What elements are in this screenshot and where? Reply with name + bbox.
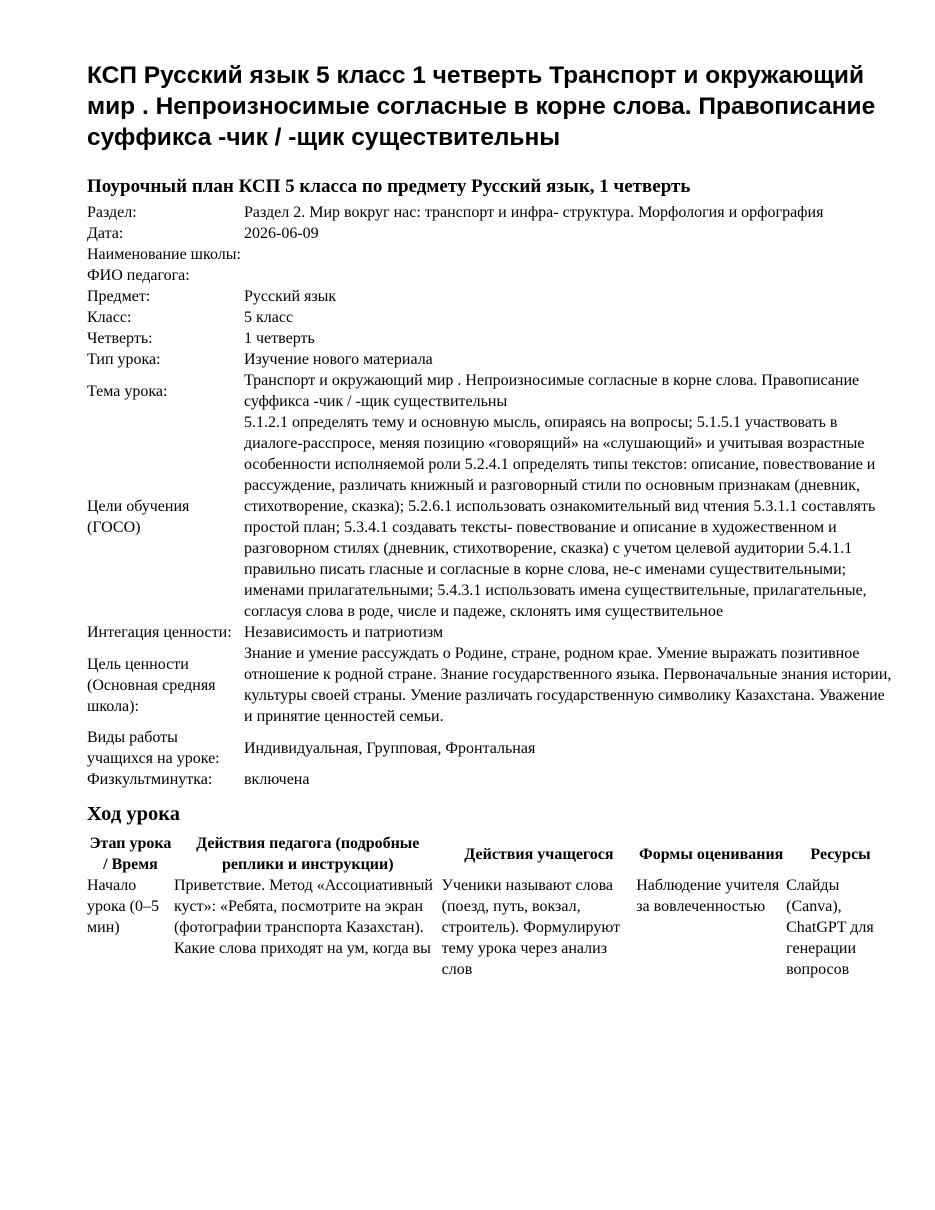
document-title: КСП Русский язык 5 класс 1 четверть Транспорт и окружающий мир . Непроизносимые согласные в корне слова. Правописание суффикса -чик / -щик существительны: [87, 62, 876, 151]
info-row: [87, 349, 895, 370]
document-page: [87, 56, 895, 980]
info-label: Виды работы учащихся на уроке:: [87, 729, 220, 767]
info-label: Цели обучения (ГОСО): [87, 498, 190, 536]
lesson-table-header-row: [87, 833, 895, 875]
info-row: [87, 622, 895, 643]
header-student-actions: Действия учащегося: [464, 845, 614, 863]
info-label: Класс:: [87, 309, 132, 326]
info-label: Предмет:: [87, 288, 151, 305]
info-value: Индивидуальная, Групповая, Фронтальная: [244, 739, 536, 757]
cell-teacher-actions: Приветствие. Метод «Ассоциативный куст»: «Ребята, посмотрите на экран (фотографии транспорта Казахстан). Какие слова приходят на ум, когда вы: [173, 877, 433, 957]
info-row: [87, 244, 895, 265]
info-value: 5 класс: [244, 309, 294, 326]
info-label: Четверть:: [87, 330, 153, 347]
cell-assessment: Наблюдение учителя за вовлеченностью: [636, 877, 780, 915]
header-assessment: Формы оценивания: [639, 845, 784, 863]
info-value: 5.1.2.1 определять тему и основную мысль, опираясь на вопросы; 5.1.5.1 участвовать в диалоге-расспросе, меняя позицию «говорящий» на «слушающий» и учитывая возрастные особенности исполняемой роли 5.2.4.1 определять типы текстов: описание, повествование и рассуждение, различать книжный и разговорный стили по основным признакам (дневник, стихотворение, сказка); 5.2.6.1 использовать ознакомительный вид чтения 5.3.1.1 составлять простой план; 5.3.4.1 создавать тексты- повествование и описание в художественном и разговорном стилях (дневник, стихотворение, сказка) с учетом целевой аудитории 5.4.1.1 правильно писать гласные и согласные в корне слова, не-с именами существительными; именами прилагательными; 5.4.3.1 использовать имена существительные, прилагательные, согласуя слова в роде, числе и падеже, склонять имя существительное: [244, 414, 876, 620]
info-label: Наименование школы:: [87, 246, 241, 263]
info-row: [87, 307, 895, 328]
info-value: включена: [244, 771, 310, 788]
info-value: Транспорт и окружающий мир . Непроизносимые согласные в корне слова. Правописание суффикса -чик / -щик существительны: [244, 372, 860, 410]
info-label: Цель ценности (Основная средняя школа):: [87, 655, 216, 715]
info-value: [244, 244, 895, 265]
cell-resources: Слайды (Canva), ChatGPT для генерации вопросов: [786, 877, 874, 978]
lesson-info-table: [87, 202, 895, 790]
info-row: [87, 286, 895, 307]
info-value: Русский язык: [244, 288, 337, 305]
info-label: Дата:: [87, 225, 124, 242]
info-row: [87, 223, 895, 244]
plan-subtitle: Поурочный план КСП 5 класса по предмету Русский язык, 1 четверть: [87, 176, 691, 197]
info-row: [87, 769, 895, 790]
info-label: Тема урока:: [87, 382, 168, 400]
info-row: [87, 643, 895, 727]
info-value: Независимость и патриотизм: [244, 624, 444, 641]
info-value: 1 четверть: [244, 330, 315, 347]
header-resources: Ресурсы: [810, 845, 871, 863]
info-value: Знание и умение рассуждать о Родине, стране, родном крае. Умение выражать позитивное отношение к родной стране. Знание государственного языка. Первоначальные знания истории, культуры своей страны. Умение различать государственную символику Казахстана. Уважение и принятие ценностей семьи.: [244, 645, 892, 725]
info-row: [87, 370, 895, 412]
info-value: Раздел 2. Мир вокруг нас: транспорт и инфра- структура. Морфология и орфография: [244, 204, 824, 221]
info-row: [87, 328, 895, 349]
info-row: [87, 412, 895, 622]
cell-stage: Начало урока (0–5 мин): [87, 877, 159, 936]
info-label: Раздел:: [87, 204, 137, 221]
info-label: Физкультминутка:: [87, 771, 213, 788]
info-row: [87, 202, 895, 223]
info-label: Интегация ценности:: [87, 624, 232, 641]
lesson-flow-table: [87, 833, 895, 980]
info-row: [87, 727, 895, 769]
info-label: Тип урока:: [87, 351, 161, 368]
info-value: Изучение нового материала: [244, 351, 433, 368]
cell-student-actions: Ученики называют слова (поезд, путь, вокзал, строитель). Формулируют тему урока через анализ слов: [441, 877, 621, 978]
header-stage: Этап урока / Время: [89, 835, 172, 873]
info-value: [244, 265, 895, 286]
info-row: [87, 265, 895, 286]
header-teacher-actions: Действия педагога (подробные реплики и инструкции): [196, 835, 420, 873]
info-label: ФИО педагога:: [87, 267, 190, 284]
info-value: 2026-06-09: [244, 225, 319, 242]
lesson-flow-heading: Ход урока: [87, 803, 180, 825]
table-row: [87, 875, 895, 980]
